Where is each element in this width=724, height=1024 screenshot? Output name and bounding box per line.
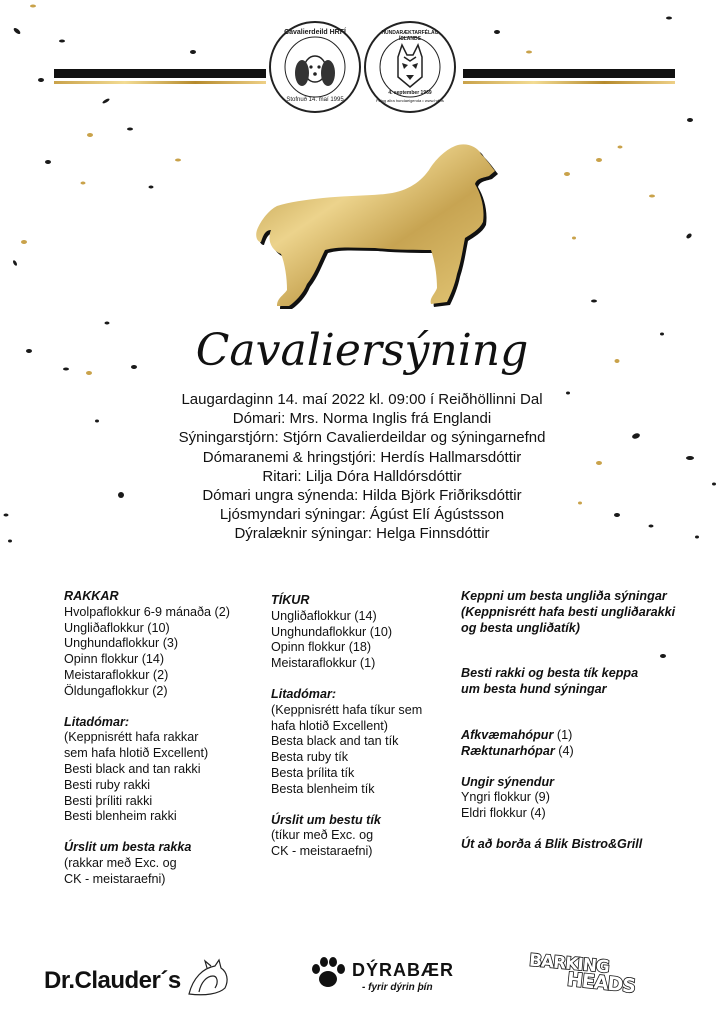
afkvaemahopur-count: (1) [556, 727, 573, 742]
list-item: sem hafa hlotið Excellent) [64, 746, 209, 761]
gold-cavalier-silhouette [255, 138, 505, 313]
list-item: hafa hlotið Excellent) [271, 718, 388, 733]
info-line-secretary: Ritari: Lilja Dóra Halldórsdóttir [262, 467, 462, 485]
list-item: Meistaraflokkur (2) [64, 667, 169, 682]
urslit-heading: Úrslit um besta rakka [64, 840, 192, 855]
litadomar-heading: Litadómar: [64, 714, 130, 729]
list-item: Unghundaflokkur (3) [64, 636, 179, 651]
info-line-junior-judge: Dómari ungra sýnenda: Hilda Björk Friðriksdóttir [202, 487, 522, 505]
drclauders-logo [44, 958, 231, 998]
raektunarhopar-count: (4) [558, 743, 574, 758]
barking-heads-line-1: BARKING [528, 950, 610, 978]
barking-heads-line-2: HEADS [566, 968, 637, 998]
paw-icon [310, 956, 346, 990]
cavalierdeild-logo [269, 21, 361, 113]
list-item: Besta blenheim tík [271, 781, 375, 796]
hrfi-logo-bottom-text: Félag allra hundaeigenda • www.hrfi.is [376, 98, 444, 103]
list-item: Besta black and tan tík [271, 734, 399, 749]
barking-heads-logo [527, 950, 643, 998]
list-item: Meistaraflokkur (1) [271, 656, 376, 671]
cavalierdeild-logo-bottom-text: Stofnuð 14. maí 1995 [286, 97, 344, 103]
list-item: Besta ruby tík [271, 750, 348, 765]
list-item: (Keppnisrétt hafa rakkar [64, 730, 199, 745]
info-line-judge-trainee: Dómaranemi & hringstjóri: Herdís Hallmarsdóttir [202, 448, 522, 466]
list-item: Hvolpaflokkur 6-9 mánaða (2) [64, 604, 230, 619]
info-line-judge: Dómari: Mrs. Norma Inglis frá Englandi [232, 410, 492, 428]
info-line-show-management: Sýningarstjórn: Stjórn Cavalierdeildar og sýningarnefnd [178, 429, 546, 447]
column-rakkar [64, 589, 230, 888]
info-line-photographer: Ljósmyndari sýningar: Ágúst Elí Ágústsson [219, 506, 505, 524]
drclauders-logo-text: Dr.Clauder´s [44, 967, 181, 994]
list-item: Ungliðaflokkur (14) [271, 608, 377, 623]
rakkar-heading: RAKKAR [64, 589, 119, 603]
list-item: CK - meistaraefni) [271, 844, 373, 859]
afkvaemahopur-row [461, 728, 675, 744]
hrfi-logo-date-text: 4. september 1969 [388, 90, 432, 96]
list-item: Besti ruby rakki [64, 777, 151, 792]
afkvaemahopur-label: Afkvæmahópur [461, 727, 554, 742]
list-item: Besti blenheim rakki [64, 809, 177, 824]
event-info [0, 390, 724, 544]
header-bar-left [54, 69, 266, 91]
list-item: Besti black and tan rakki [64, 761, 201, 776]
ungir-synendur-heading: Ungir sýnendur [461, 774, 555, 789]
list-item: (tíkur með Exc. og [271, 828, 374, 843]
hrfi-logo-top-text: HUNDARÆKTARFÉLAG ÍSLANDS [381, 30, 439, 42]
besti-hundur-line: um besta hund sýningar [461, 682, 607, 697]
raektunarhopar-row [461, 744, 675, 760]
list-item: (rakkar með Exc. og [64, 855, 177, 870]
list-item: Öldungaflokkur (2) [64, 683, 168, 698]
keppni-line: Keppni um besta ungliða sýningar [461, 589, 667, 603]
hrfi-logo [364, 21, 456, 113]
besti-hundur-line: Besti rakki og besta tík keppa [461, 666, 639, 681]
list-item: Besta þrílita tík [271, 765, 355, 780]
raektunarhopar-label: Ræktunarhópar [461, 743, 555, 758]
cat-dog-outline-icon [185, 958, 231, 998]
list-item: Opinn flokkur (14) [64, 652, 165, 667]
list-item: Opinn flokkur (18) [271, 640, 372, 655]
cavalierdeild-logo-top-text: Cavalierdeild HRFÍ [284, 29, 346, 36]
list-item: Yngri flokkur (9) [461, 790, 550, 805]
list-item: Unghundaflokkur (10) [271, 624, 393, 639]
header-bar-right [463, 69, 675, 91]
list-item: Eldri flokkur (4) [461, 806, 546, 821]
tikur-heading: TÍKUR [271, 593, 310, 607]
list-item: Ungliðaflokkur (10) [64, 620, 170, 635]
ut-ad-borda-line: Út að borða á Blik Bistro&Grill [461, 836, 643, 851]
list-item: (Keppnisrétt hafa tíkur sem [271, 702, 423, 717]
dyrabaer-name: DÝRABÆR [352, 960, 455, 980]
keppni-line: (Keppnisrétt hafa besti ungliðarakki [461, 604, 676, 619]
info-line-date: Laugardaginn 14. maí 2022 kl. 09:00 í Reiðhöllinni Dal [181, 391, 543, 408]
urslit-heading: Úrslit um bestu tík [271, 812, 381, 827]
column-tikur [271, 593, 422, 860]
list-item: CK - meistaraefni) [64, 871, 166, 886]
dyrabaer-tagline: - fyrir dýrin þín [362, 982, 433, 993]
page-title: Cavaliersýning [195, 325, 529, 376]
info-line-veterinarian: Dýralæknir sýningar: Helga Finnsdóttir [234, 525, 490, 543]
list-item: Besti þríliti rakki [64, 793, 153, 808]
column-keppni [461, 589, 675, 853]
litadomar-heading: Litadómar: [271, 686, 337, 701]
keppni-line: og besta ungliðatík) [461, 620, 580, 635]
